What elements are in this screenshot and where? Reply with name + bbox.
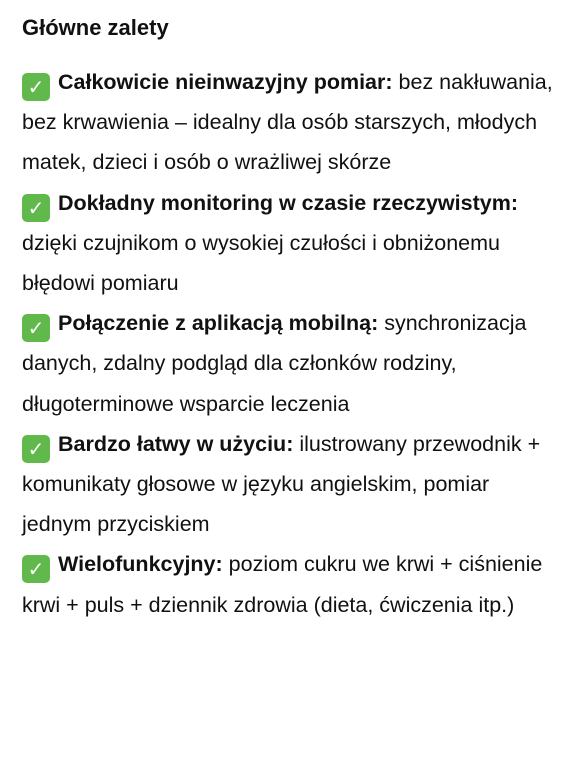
section-heading: Główne zalety — [22, 15, 169, 40]
feature-description: dzięki czujnikom o wysokiej czułości i obniżonemu błędowi pomiaru — [22, 230, 500, 296]
feature-colon: : — [215, 552, 223, 577]
feature-title: Bardzo łatwy w użyciu — [58, 431, 287, 456]
feature-title: Całkowicie nieinwazyjny pomiar — [58, 70, 386, 94]
feature-description: ilustrowany przewodnik + komunikaty głosowe w języku angielskim, pomiar jednym przyciskiem — [22, 431, 541, 537]
feature-item — [22, 303, 554, 424]
check-mark-icon: ✓ — [22, 314, 50, 342]
feature-description: poziom cukru we krwi + ciśnienie krwi + puls + dziennik zdrowia (dieta, ćwiczenia itp.) — [22, 552, 543, 617]
feature-description: bez nakłuwania, bez krwawienia – idealny dla osób starszych, młodych matek, dzieci i osób o wrażliwej skórze — [22, 70, 553, 175]
feature-colon: : — [371, 311, 379, 336]
check-mark-icon: ✓ — [22, 73, 50, 101]
feature-description: synchronizacja danych, zdalny podgląd dla członków rodziny, długoterminowe wsparcie leczenia — [22, 311, 527, 416]
feature-item — [22, 424, 554, 545]
feature-colon: : — [286, 431, 294, 456]
check-mark-icon: ✓ — [22, 555, 50, 583]
feature-colon: : — [510, 190, 518, 215]
feature-item — [22, 183, 554, 304]
feature-title: Dokładny monitoring w czasie rzeczywistym — [58, 190, 511, 215]
feature-item — [22, 544, 554, 624]
feature-title: Połączenie z aplikacją mobilną — [58, 311, 372, 336]
check-mark-icon: ✓ — [22, 435, 50, 463]
feature-title: Wielofunkcyjny — [58, 552, 216, 577]
check-mark-icon: ✓ — [22, 194, 50, 222]
feature-item — [22, 62, 554, 183]
feature-colon: : — [385, 70, 393, 94]
features-list — [22, 62, 554, 625]
